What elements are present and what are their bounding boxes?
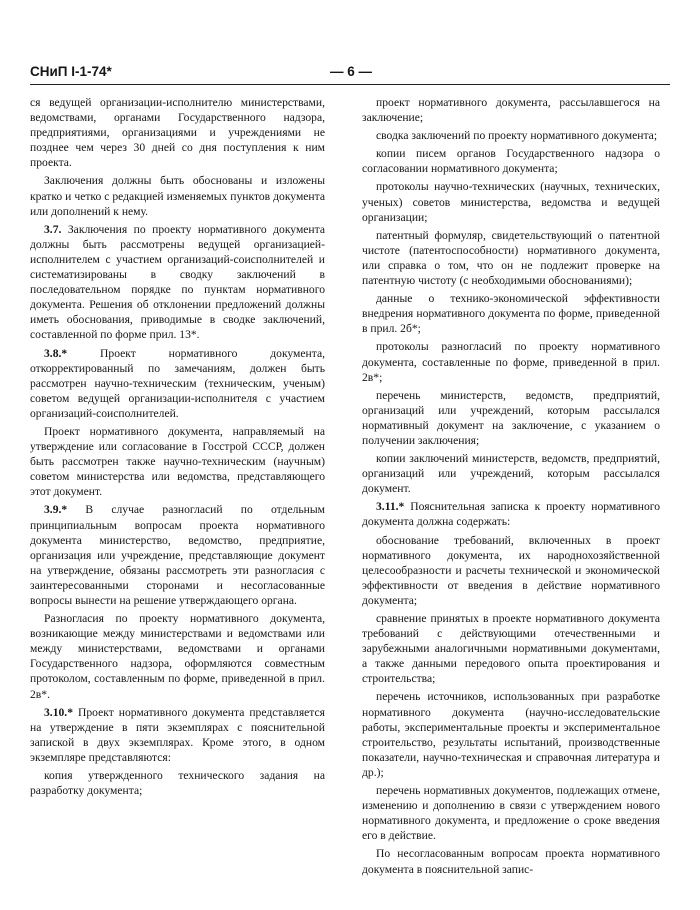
paragraph [362, 388, 660, 448]
paragraph [362, 499, 660, 529]
paragraph-text: В случае разногласий по отдельным принципиальным вопросам проекта нормативного документа министерство, ведомство, предприятие, организация или учреждение, представляющие документ на утверждение, обязаны рассмотреть эти разногласия с заинтересованными сторонами и несогласованные вопросы вынести на решение утверждающего органа. [30, 503, 325, 607]
paragraph-text: копии заключений министерств, ведомств, предприятий, организаций или учреждений, которым рассылался документ. [362, 452, 660, 496]
paragraph-text: Заключения должны быть обоснованы и изложены кратко и четко с редакцией изменяемых пунктов документа или дополнений к нему. [30, 174, 325, 218]
paragraph-text: сводка заключений по проекту нормативного документа; [376, 129, 658, 143]
paragraph-text: ся ведущей организации-исполнителю министерствами, ведомствами, органами Государственного надзора, предприятиями, организациями и учреждениями не позднее чем через 30 дней со дня поступления к ним проекта. [30, 96, 325, 170]
clause-number: 3.9.* [44, 503, 68, 517]
paragraph-text: обоснование требований, включенных в проект нормативного документа, их народнохозяйственной целесообразности и расчеты технической и экономической эффективности от введения в действие нормативного документа; [362, 533, 660, 607]
paragraph-text: перечень нормативных документов, подлежащих отмене, изменению и дополнению в связи с утверждением нового нормативного документа, и предложение о сроке введения его в действие. [362, 784, 660, 843]
paragraph [362, 611, 660, 686]
clause-number: 3.10.* [44, 705, 73, 719]
paragraph-text: Проект нормативного документа, направляемый на утверждение или согласование в Госстрой СССР, должен быть рассмотрен также научно-техническим (научным) советом министерства или ведомства, представляющего этот документ. [30, 424, 325, 499]
paragraph-text: протоколы научно-технических (научных, технических, ученых) советов министерства, ведомства и ведущей организации; [362, 180, 660, 224]
paragraph-text: Проект нормативного документа представляется на утверждение в пяти экземплярах с пояснительной запиской в двух экземплярах. Кроме этого, в одном экземпляре представляются: [30, 705, 325, 764]
clause-number: 3.11.* [376, 500, 405, 514]
paragraph [362, 846, 660, 876]
paragraph [362, 451, 660, 496]
paragraph-text: копии писем органов Государственного надзора о согласовании нормативного документа; [362, 147, 660, 176]
paragraph [30, 346, 325, 421]
paragraph [362, 128, 660, 143]
clause-number: 3.8.* [44, 346, 68, 360]
paragraph-text: патентный формуляр, свидетельствующий о патентной чистоте (патентоспособности) нормативного документа, или справка о том, что он не подлежит проверке на патентную чистоту (с необходимыми обоснованиями); [362, 228, 660, 288]
right-column [362, 95, 660, 880]
paragraph [362, 291, 660, 336]
paragraph [30, 768, 325, 798]
paragraph [30, 173, 325, 218]
paragraph [362, 783, 660, 843]
paragraph [30, 222, 325, 343]
paragraph [362, 228, 660, 288]
paragraph-text: сравнение принятых в проекте нормативного документа требований с действующими отечественными и зарубежными аналогичными нормативными документами, а также данными передового опыта проектирования и строительства; [362, 612, 660, 686]
paragraph [362, 146, 660, 176]
paragraph [30, 705, 325, 765]
paragraph [362, 689, 660, 780]
paragraph-text: протоколы разногласий по проекту нормативного документа, составленные по форме, приведенной в прил. 2в*; [362, 340, 660, 384]
header-rule [30, 84, 670, 85]
paragraph-text: Заключения по проекту нормативного документа должны быть рассмотрены ведущей организацией-исполнителем с участием организаций-соисполнителей и систематизированы в сводку заключений в последовательном порядке по пунктам нормативного документа. Решения об отклонении предложений должны иметь обоснования, приводимые в сводке заключений, составленной по форме прил. 13*. [30, 222, 325, 342]
paragraph [362, 95, 660, 125]
paragraph-text: копия утвержденного технического задания на разработку документа; [30, 769, 325, 798]
paragraph-text: Пояснительная записка к проекту нормативного документа должна содержать: [362, 500, 660, 529]
paragraph-text: По несогласованным вопросам проекта нормативного документа в пояснительной запис- [362, 847, 660, 876]
paragraph [362, 179, 660, 224]
paragraph-text: перечень источников, использованных при разработке нормативного документа (научно-исследовательские работы, экспериментальные проекты и экспериментальное строительство, результаты испытаний, производственные показатели, научно-техническая и справочная литература и др.); [362, 690, 660, 779]
paragraph-text: проект нормативного документа, рассылавшегося на заключение; [362, 96, 660, 125]
page-header [30, 64, 670, 86]
paragraph-text: данные о технико-экономической эффективности внедрения нормативного документа по форме, приведенной в прил. 2б*; [362, 292, 660, 336]
paragraph-text: Разногласия по проекту нормативного документа, возникающие между министерствами и ведомствами или между министерствами, ведомствами и органами Государственного надзора, оформляются совместным протоколом, составленным по форме, приведенной в прил. 2в*. [30, 612, 325, 701]
paragraph [30, 95, 325, 170]
paragraph [30, 424, 325, 499]
paragraph [362, 533, 660, 608]
paragraph-text: Проект нормативного документа, откорректированный по замечаниям, должен быть рассмотрен научно-техническим (техническим, ученым) советом ведущей организации-исполнителя с участием организаций-соисполнителей. [30, 346, 325, 420]
paragraph [362, 339, 660, 384]
paragraph-text: перечень министерств, ведомств, предприятий, организаций или учреждений, которым рассылался нормативный документ на заключение, с указанием о получении заключения; [362, 388, 660, 447]
clause-number: 3.7. [44, 222, 62, 236]
page-number: — 6 — [330, 64, 373, 79]
paragraph [30, 611, 325, 702]
left-column [30, 95, 325, 801]
document-code: СНиП I-1-74* [30, 64, 112, 79]
paragraph [30, 502, 325, 608]
